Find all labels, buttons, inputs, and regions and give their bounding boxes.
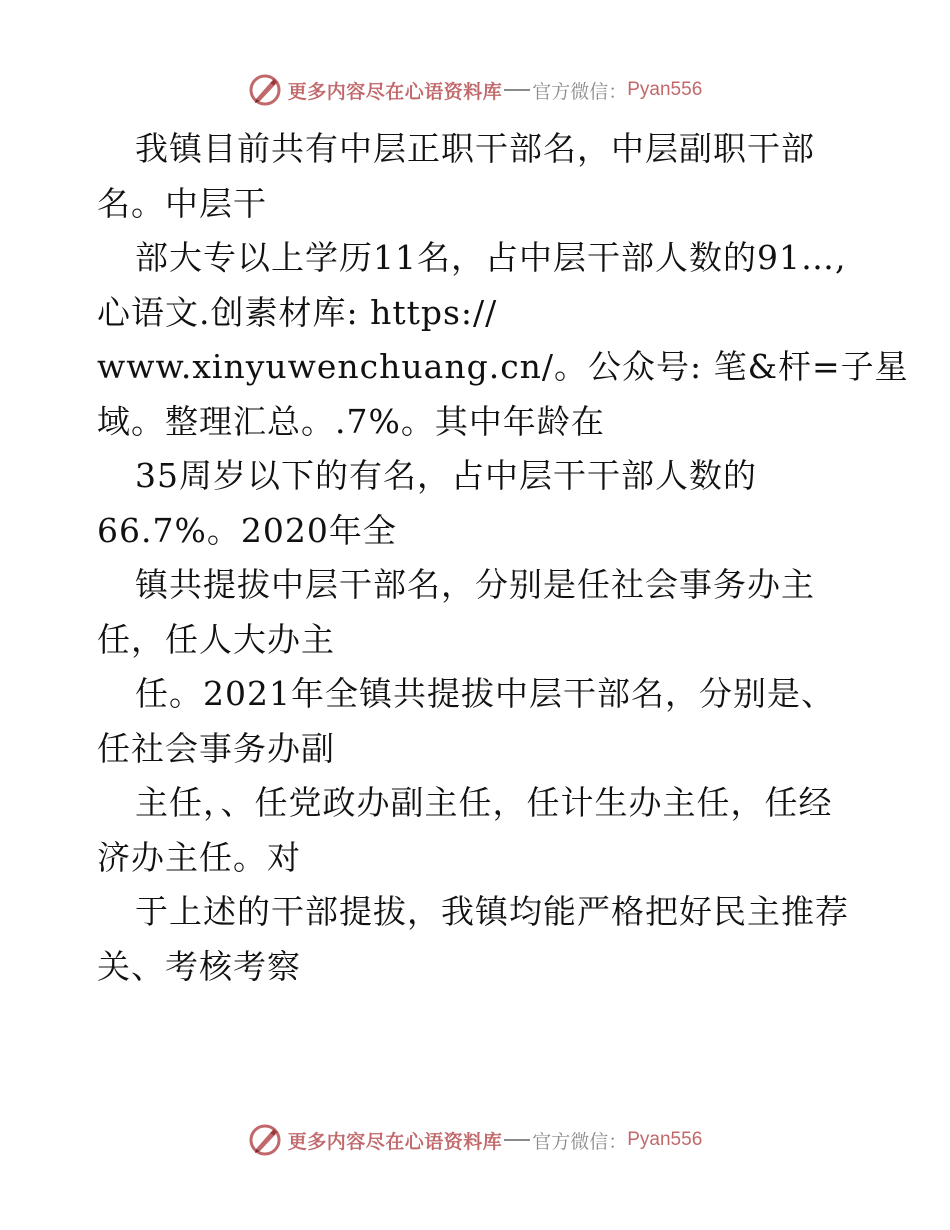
text-line: 济办主任。对 [97, 837, 301, 877]
text-line: 名。中层干 [97, 183, 267, 223]
text-line: 关、考核考察 [97, 946, 301, 986]
footer-banner [0, 1120, 950, 1160]
banner-separator [504, 89, 530, 91]
text-line: www.xinyuwenchuang.cn/。公众号: 笔&杆=子星 [97, 347, 909, 386]
banner-wechat-id: Pyan556 [627, 1129, 703, 1150]
banner-wechat-label: 官方微信： [532, 80, 628, 103]
banner-wechat-label: 官方微信： [532, 1130, 628, 1153]
text-line: 心语文.创素材库: https:// [97, 292, 498, 332]
banner-text: 更多内容尽在心语资料库 [287, 1130, 503, 1153]
pen-logo-icon [248, 73, 282, 107]
text-line: 部大专以上学历11名，占中层干部人数的91…, [135, 238, 847, 277]
text-line: 镇共提拔中层干部名，分别是任社会事务办主 [135, 565, 815, 604]
header-banner [0, 70, 950, 110]
banner-text: 更多内容尽在心语资料库 [287, 80, 503, 103]
text-line: 任社会事务办副 [97, 728, 335, 768]
text-line: 我镇目前共有中层正职干部名，中层副职干部 [135, 129, 815, 168]
banner-separator [504, 1139, 530, 1141]
pen-logo-icon [248, 1123, 282, 1157]
text-line: 任。2021年全镇共提拔中层干部名，分别是、 [135, 674, 835, 713]
text-line: 35周岁以下的有名，占中层干干部人数的 [135, 456, 757, 495]
text-line: 域。整理汇总。.7%。其中年龄在 [97, 401, 605, 441]
banner-wechat-id: Pyan556 [627, 79, 703, 100]
text-line: 任，任人大办主 [97, 619, 335, 659]
text-line: 主任，、任党政办副主任，任计生办主任，任经 [135, 783, 833, 822]
document-body [97, 122, 909, 994]
text-line: 于上述的干部提拔，我镇均能严格把好民主推荐 [135, 892, 849, 931]
text-line: 66.7%。2020年全 [97, 510, 397, 550]
